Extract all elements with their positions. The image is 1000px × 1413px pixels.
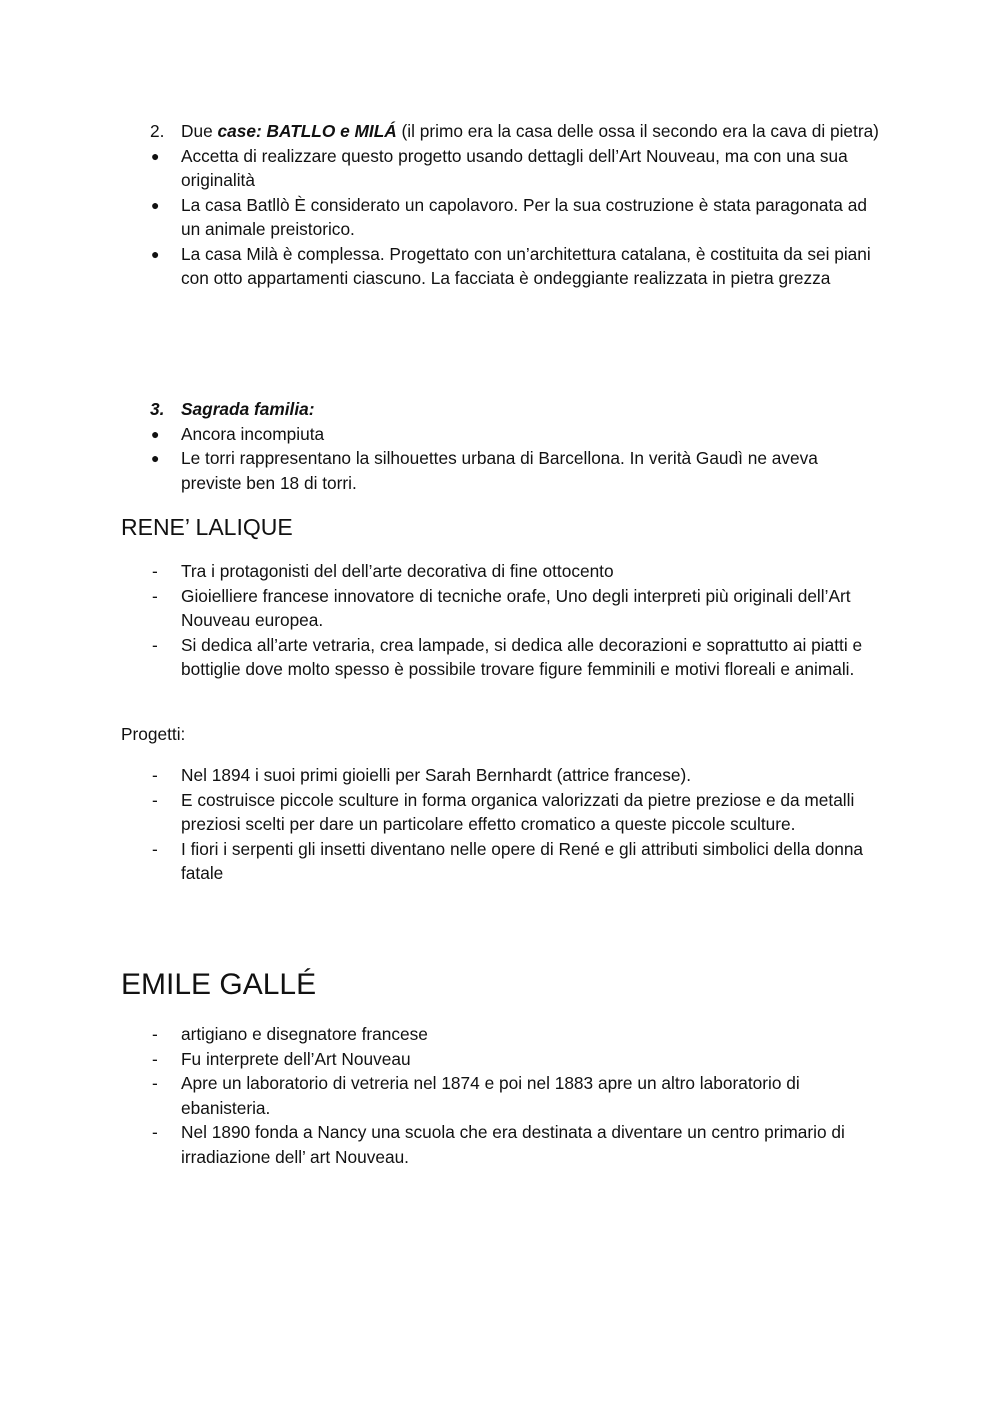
- dash-marker: -: [152, 561, 158, 581]
- list-item: [0, 1071, 881, 1120]
- projects-label: Progetti:: [121, 724, 186, 744]
- list-item: [0, 837, 881, 886]
- bullet-text: Accetta di realizzare questo progetto usando dettagli dell’Art Nouveau, ma con una sua originalità: [181, 145, 848, 190]
- dash-marker: -: [152, 1073, 158, 1093]
- item-text: Nel 1894 i suoi primi gioielli per Sarah Bernhardt (attrice francese).: [181, 765, 692, 785]
- list-item: [0, 633, 881, 682]
- bullet-text: Ancora incompiuta: [181, 423, 325, 444]
- item-title: Sagrada familia:: [181, 399, 315, 419]
- list-item: [0, 1022, 881, 1047]
- galle-heading: EMILE GALLÉ: [121, 968, 317, 1001]
- numbered-item-3: [0, 397, 881, 422]
- sagrada-section: [0, 397, 1000, 495]
- dash-marker: -: [152, 585, 158, 606]
- dash-marker: -: [152, 1024, 158, 1044]
- item-emphasis: case: BATLLO e MILÁ: [217, 121, 397, 141]
- bullet-icon: ●: [151, 450, 160, 466]
- list-item: [0, 559, 881, 584]
- list-item: [0, 763, 881, 788]
- list-item: [0, 1047, 881, 1072]
- bullet-icon: ●: [151, 425, 160, 442]
- list-item: [0, 193, 881, 242]
- item-text: Fu interprete dell’Art Nouveau: [181, 1048, 411, 1069]
- dash-marker: -: [152, 1048, 158, 1069]
- item-lead-rest: (il primo era la casa delle ossa il secondo era la cava di pietra): [396, 121, 879, 141]
- bullet-icon: ●: [151, 147, 160, 164]
- dash-marker: -: [152, 634, 158, 655]
- item-lead-text: Due: [181, 121, 218, 141]
- item-text: E costruisce piccole sculture in forma organica valorizzati da pietre preziose e da metalli preziosi scelti per dare un particolare effetto cromatico a queste piccole sculture.: [181, 789, 855, 834]
- item-text: Nel 1890 fonda a Nancy una scuola che era destinata a diventare un centro primario di irradiazione dell’ art Nouveau.: [181, 1122, 845, 1167]
- item-text: Apre un laboratorio di vetreria nel 1874 e poi nel 1883 apre un altro laboratorio di ebanisteria.: [181, 1073, 800, 1118]
- list-item: [0, 584, 881, 633]
- bullet-text: Le torri rappresentano la silhouettes urbana di Barcellona. In verità Gaudì ne aveva previste ben 18 di torri.: [181, 448, 818, 493]
- item-text: artigiano e disegnatore francese: [181, 1024, 428, 1044]
- bullet-text: La casa Milà è complessa. Progettato con un’architettura catalana, è costituita da sei piani con otto appartamenti ciascuno. La facciata è ondeggiante realizzata in pietra grezza: [181, 243, 871, 288]
- dash-marker: -: [152, 1122, 158, 1142]
- galle-list: [0, 1022, 1000, 1169]
- list-item: [0, 242, 881, 291]
- lalique-heading: RENE’ LALIQUE: [121, 514, 293, 540]
- lalique-projects-list: [0, 763, 1000, 886]
- list-number: 2.: [150, 121, 165, 141]
- list-number: 3.: [150, 399, 165, 419]
- list-item: [0, 788, 881, 837]
- dash-marker: -: [152, 789, 158, 810]
- dash-marker: -: [152, 765, 158, 785]
- gaudi-cases-section: [0, 119, 1000, 291]
- bullet-icon: ●: [151, 196, 160, 213]
- list-item: [0, 446, 881, 495]
- lalique-list: [0, 559, 1000, 682]
- list-item: [0, 144, 881, 193]
- item-text: I fiori i serpenti gli insetti diventano nelle opere di René e gli attributi simbolici della donna fatale: [181, 838, 864, 883]
- bullet-icon: ●: [151, 245, 160, 262]
- bullet-text: La casa Batllò È considerato un capolavoro. Per la sua costruzione è stata paragonata ad un animale preistorico.: [181, 194, 867, 239]
- list-item: [0, 1120, 881, 1169]
- dash-marker: -: [152, 838, 158, 859]
- list-item: [0, 422, 881, 447]
- item-text: Si dedica all’arte vetraria, crea lampade, si dedica alle decorazioni e soprattutto ai piatti e bottiglie dove molto spesso è possibile trovare figure femminili e motivi floreali e animali.: [181, 634, 863, 679]
- numbered-item-2: [0, 119, 881, 144]
- item-text: Tra i protagonisti del dell’arte decorativa di fine ottocento: [181, 561, 614, 581]
- item-text: Gioielliere francese innovatore di tecniche orafe, Uno degli interpreti più originali dell’Art Nouveau europea.: [181, 585, 851, 630]
